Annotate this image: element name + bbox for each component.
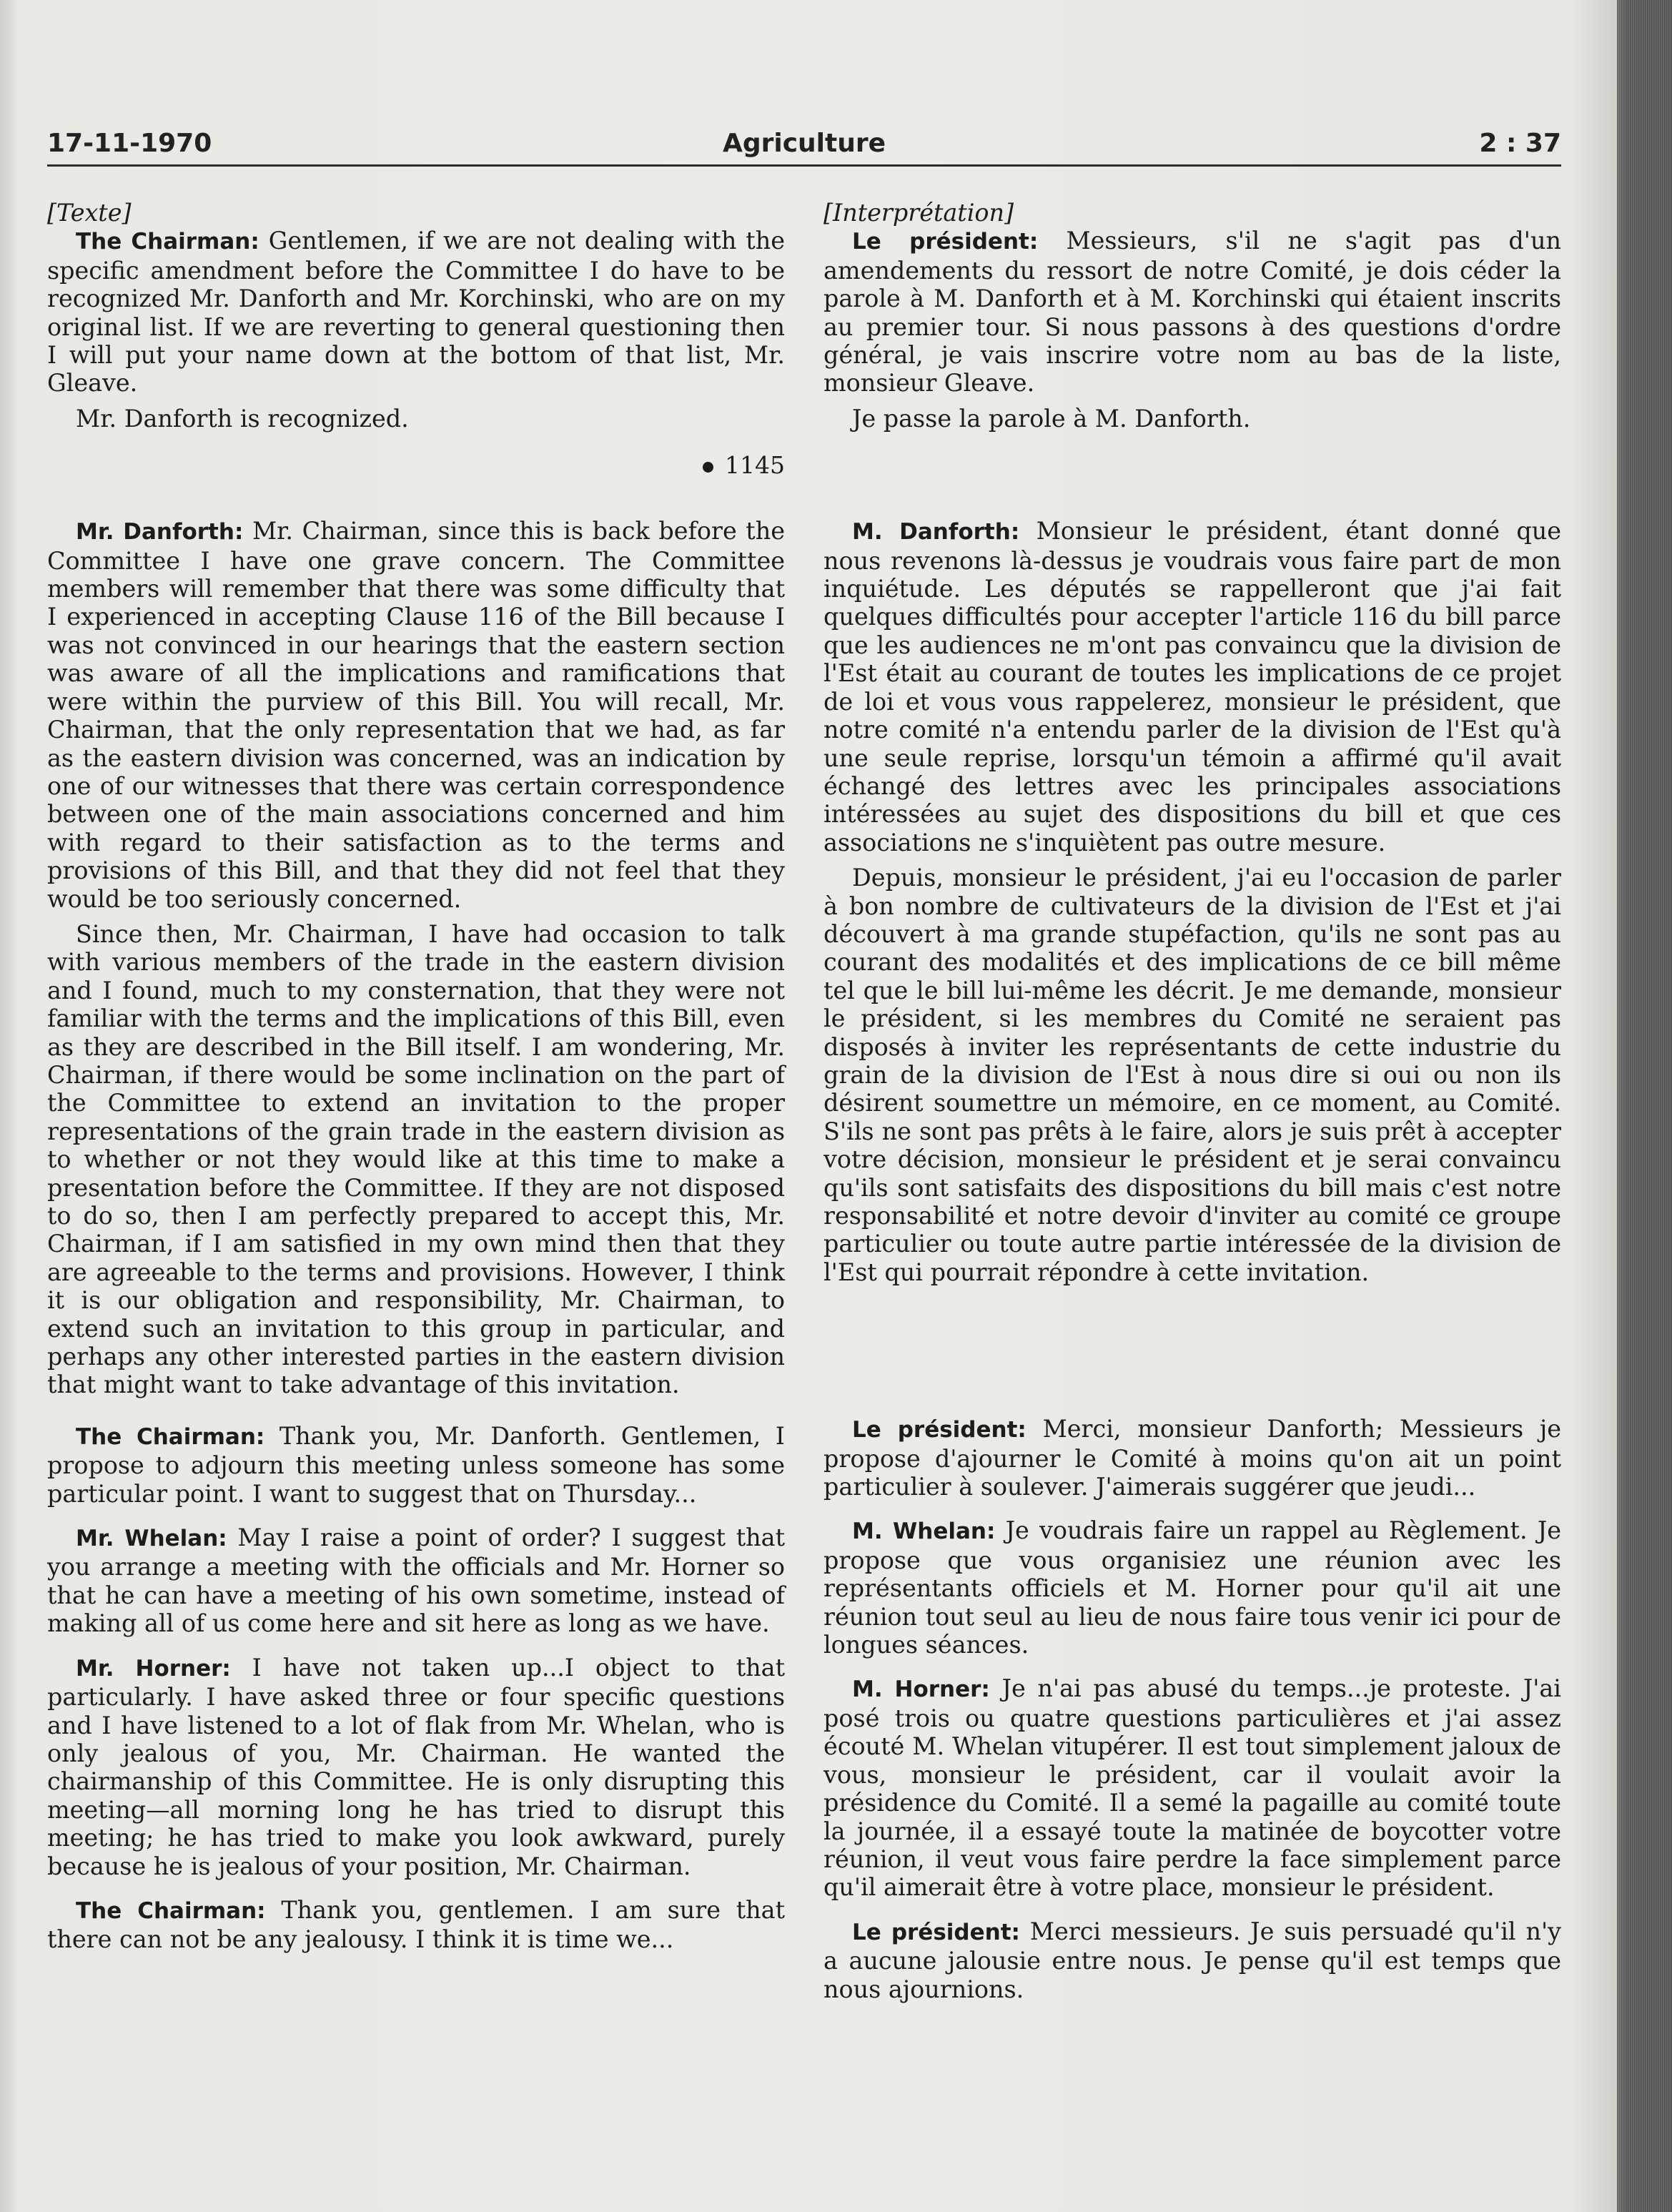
book-spine-edge — [1617, 0, 1672, 2212]
en-danforth-1 — [47, 517, 785, 913]
header-date: 17-11-1970 — [47, 129, 212, 158]
speech-text: Mr. Chairman, since this is back before the Committee I have one grave concern. The Committee members will remember that there was some difficulty that I experienced in accepting Clause 116 of the Bill because I was not convinced in our hearings that the eastern section was aware of all the implications and ramifications that were within the purview of this Bill. You will recall, Mr. Chairman, that the only representation that we had, as far as the eastern division was concerned, was an indication by one of our witnesses that there was certain correspondence between one of the main associations concerned and him with regard to their satisfaction as to the terms and provisions of this Bill, and that they did not feel that they would be too seriously concerned. — [47, 517, 785, 913]
speech-text: Merci, monsieur Danforth; Messieurs je propose d'ajourner le Comité à moins qu'on ait un point particulier à soulever. J'aimerais suggérer que jeudi... — [823, 1415, 1561, 1501]
en-chairman-1b: Mr. Danforth is recognized. — [76, 404, 409, 433]
english-column — [47, 199, 785, 1954]
en-whelan — [47, 1524, 785, 1638]
speech-text: Je n'ai pas abusé du temps...je proteste. J'ai posé trois ou quatre questions particulières et j'ai assez écouté M. Whelan vitupérer. Il est tout simplement jaloux de vous, monsieur le président, car il voulait avoir la présidence du Comité. Il a semé la pagaille au comité toute la journée, il a essayé toute la matinée de boycotter votre réunion, il veut vous faire perdre la face simplement parce qu'il aimerait être à votre place, monsieur le président. — [823, 1674, 1561, 1902]
fr-president-1 — [823, 227, 1561, 397]
fr-president-1b: Je passe la parole à M. Danforth. — [852, 404, 1251, 433]
en-chairman-1 — [47, 227, 785, 397]
french-lang-tag: [Interprétation] — [823, 199, 1014, 227]
speaker-label: M. Danforth: — [852, 519, 1020, 545]
header-title: Agriculture — [722, 129, 886, 158]
fr-president-3 — [823, 1917, 1561, 2003]
speaker-label: Le président: — [852, 1919, 1020, 1945]
english-lang-tag: [Texte] — [47, 199, 132, 227]
speaker-label: Mr. Danforth: — [76, 519, 244, 545]
fr-horner — [823, 1674, 1561, 1901]
speaker-label: Le président: — [852, 229, 1039, 255]
page-header — [47, 127, 1561, 167]
speaker-label: The Chairman: — [76, 229, 259, 255]
fr-danforth-1 — [823, 517, 1561, 856]
speaker-label: Mr. Whelan: — [76, 1526, 227, 1552]
speech-text: Merci messieurs. Je suis persuadé qu'il n'y a aucune jalousie entre nous. Je pense qu'il est temps que nous ajournions. — [823, 1917, 1562, 2003]
time-marker — [47, 451, 785, 480]
speech-text: Thank you, Mr. Danforth. Gentlemen, I propose to adjourn this meeting unless someone has some particular point. I want to suggest that on Thursday... — [47, 1421, 785, 1508]
bullet-icon — [703, 462, 713, 473]
speaker-label: M. Horner: — [852, 1677, 990, 1703]
fr-president-2 — [823, 1415, 1561, 1501]
header-page-number: 2 : 37 — [1479, 129, 1561, 158]
speaker-label: M. Whelan: — [852, 1519, 996, 1545]
en-chairman-3 — [47, 1896, 785, 1954]
speaker-label: Mr. Horner: — [76, 1655, 231, 1682]
time-marker-text: 1145 — [725, 451, 785, 480]
en-danforth-2: Since then, Mr. Chairman, I have had occasion to talk with various members of the trade in the eastern division and I found, much to my consternation, that they were not familiar with the terms and the implications of this Bill, even as they are described in the Bill itself. I am wondering, Mr. Chairman, if there would be some inclination on the part of the Committee to extend an invitation to the proper representations of the grain trade in the eastern division as to whether or not they would like at this time to make a presentation before the Committee. If they are not disposed to do so, then I am perfectly prepared to accept this, Mr. Chairman, if I am satisfied in my own mind then that they are agreeable to the terms and provisions. However, I think it is our obligation and responsibility, Mr. Chairman, to extend such an invitation to this group in particular, and perhaps any other interested parties in the eastern division that might want to take advantage of this invitation. — [47, 919, 785, 1399]
speech-text: Gentlemen, if we are not dealing with the specific amendment before the Committee I do have to be recognized Mr. Danforth and Mr. Korchinski, who are on my original list. If we are reverting to general questioning then I will put your name down at the bottom of that list, Mr. Gleave. — [47, 227, 785, 398]
en-chairman-2 — [47, 1422, 785, 1508]
speech-text: I have not taken up...I object to that particularly. I have asked three or four specific questions and I have listened to a lot of flak from Mr. Whelan, who is only jealous of you, Mr. Chairman. He wanted the chairmanship of this Committee. He is only disrupting this meeting—all morning long he has tried to disrupt this meeting; he has tried to make you look awkward, purely because he is jealous of your position, Mr. Chairman. — [47, 1653, 785, 1880]
speech-text: Thank you, gentlemen. I am sure that there can not be any jealousy. I think it is time we... — [47, 1895, 785, 1954]
speech-text: Je voudrais faire un rappel au Règlement. Je propose que vous organisiez une réunion avec les représentants officiels et M. Horner pour qu'il ait une réunion tout seul au lieu de nous faire tous venir ici pour de longues séances. — [823, 1516, 1561, 1659]
speech-text: May I raise a point of order? I suggest that you arrange a meeting with the officials and Mr. Horner so that he can have a meeting of his own sometime, instead of making all of us come here and sit here as long as we have. — [47, 1524, 785, 1638]
speaker-label: The Chairman: — [76, 1423, 265, 1450]
speaker-label: The Chairman: — [76, 1897, 266, 1924]
fr-danforth-2: Depuis, monsieur le président, j'ai eu l'occasion de parler à bon nombre de cultivateurs de la division de l'Est et j'ai découvert à ma grande stupéfaction, qu'ils ne sont pas au courant des modalités et des implications de ce bill même tel que le bill lui-même les décrit. Je me demande, monsieur le président, si les membres du Comité ne seraient pas disposés à inviter les représentants de cette industrie du grain de la division de l'Est à nous dire si oui ou non ils désirent soumettre un mémoire, en ce moment, au Comité. S'ils ne sont pas prêts à le faire, alors je suis prêt à accepter votre décision, monsieur le président et je serai convaincu qu'ils sont satisfaits des dispositions du bill mais c'est notre responsabilité et notre devoir d'inviter au comité ce groupe particulier ou toute autre partie intéressée de la division de l'Est qui pourrait répondre à cette invitation. — [823, 864, 1561, 1286]
french-column — [823, 199, 1561, 2003]
speaker-label: Le président: — [852, 1417, 1027, 1443]
speech-text: Messieurs, s'il ne s'agit pas d'un amendements du ressort de notre Comité, je dois céder la parole à M. Danforth et à M. Korchinski qui étaient inscrits au premier tour. Si nous passons à des questions d'ordre général, je vais inscrire votre nom au bas de la liste, monsieur Gleave. — [823, 227, 1561, 398]
fr-whelan — [823, 1516, 1561, 1659]
speech-text: Monsieur le président, étant donné que nous revenons là-dessus je voudrais vous faire part de mon inquiétude. Les députés se rappelleront que j'ai fait quelques difficultés pour accepter l'article 116 du bill parce que les audiences ne m'ont pas convaincu que la division de l'Est était au courant de toutes les implications de ce projet de loi et vous vous rappelerez, monsieur le président, que notre comité n'a entendu parler de la division de l'Est qu'à une seule reprise, lorsqu'un témoin a affirmé qu'il avait échangé des lettres avec les principales associations intéressées au sujet des dispositions du bill et que ces associations ne s'inquiètent pas outre mesure. — [823, 517, 1561, 856]
en-horner — [47, 1654, 785, 1880]
